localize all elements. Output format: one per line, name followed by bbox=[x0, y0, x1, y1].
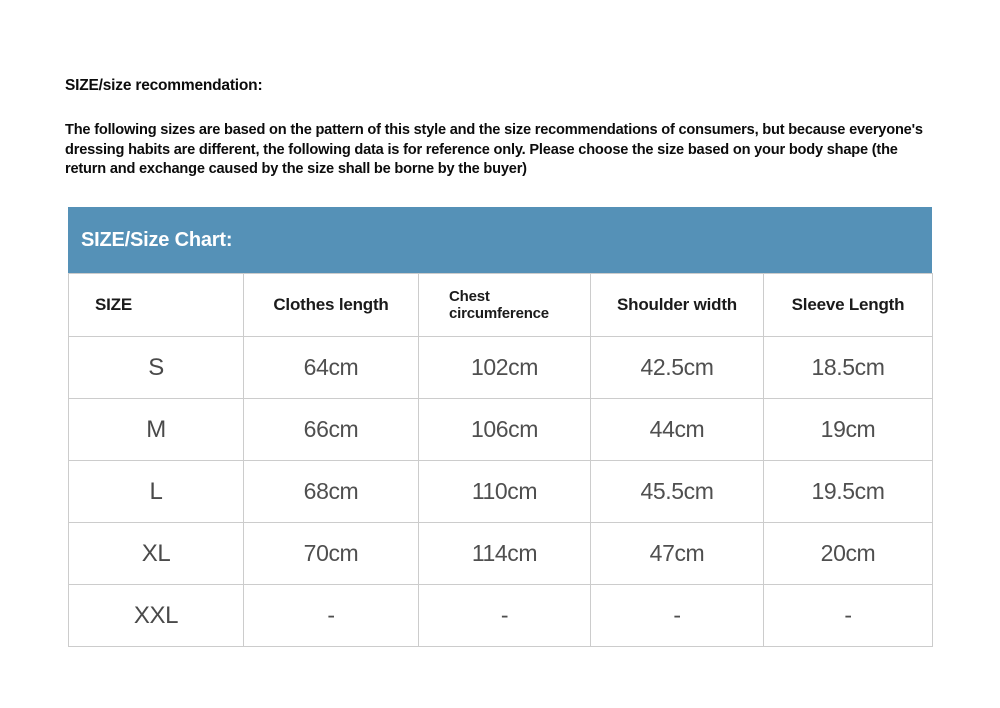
table-row-xl bbox=[69, 523, 933, 585]
intro-paragraph: The following sizes are based on the pattern of this style and the size recommendations of consumers, but because everyone's dressing habits are different, the following data is for reference only. Please choose the size based on your body shape (the return and exchange caused by the size shall be borne by the buyer) bbox=[65, 122, 923, 177]
column-header-shoulder-width: Shoulder width bbox=[591, 274, 764, 337]
table-row-s bbox=[69, 337, 933, 399]
size-label: S bbox=[69, 337, 244, 399]
column-header-chest: Chest circumference bbox=[419, 274, 591, 337]
sleeve-length-value: 19cm bbox=[764, 399, 933, 461]
shoulder-width-value: - bbox=[591, 585, 764, 647]
shoulder-width-value: 42.5cm bbox=[591, 337, 764, 399]
chest-value: 110cm bbox=[419, 461, 591, 523]
size-label: XXL bbox=[69, 585, 244, 647]
size-chart-table bbox=[68, 273, 933, 647]
size-chart-banner-title: SIZE/Size Chart: bbox=[81, 228, 233, 251]
table-body bbox=[69, 337, 933, 647]
table-row-l bbox=[69, 461, 933, 523]
table-row-xxl bbox=[69, 585, 933, 647]
shoulder-width-value: 44cm bbox=[591, 399, 764, 461]
column-header-size: SIZE bbox=[69, 274, 244, 337]
table-row-m bbox=[69, 399, 933, 461]
size-chart-banner bbox=[68, 207, 932, 273]
size-label: L bbox=[69, 461, 244, 523]
clothes-length-value: 64cm bbox=[244, 337, 419, 399]
page-title: SIZE/size recommendation: bbox=[65, 77, 263, 94]
clothes-length-value: 70cm bbox=[244, 523, 419, 585]
sleeve-length-value: 18.5cm bbox=[764, 337, 933, 399]
size-label: XL bbox=[69, 523, 244, 585]
size-label: M bbox=[69, 399, 244, 461]
chest-value: - bbox=[419, 585, 591, 647]
clothes-length-value: 66cm bbox=[244, 399, 419, 461]
sleeve-length-value: 19.5cm bbox=[764, 461, 933, 523]
column-header-clothes-length: Clothes length bbox=[244, 274, 419, 337]
chest-value: 102cm bbox=[419, 337, 591, 399]
chest-value: 106cm bbox=[419, 399, 591, 461]
shoulder-width-value: 47cm bbox=[591, 523, 764, 585]
clothes-length-value: - bbox=[244, 585, 419, 647]
column-header-sleeve-length: Sleeve Length bbox=[764, 274, 933, 337]
sleeve-length-value: - bbox=[764, 585, 933, 647]
shoulder-width-value: 45.5cm bbox=[591, 461, 764, 523]
chest-value: 114cm bbox=[419, 523, 591, 585]
header-row bbox=[69, 274, 933, 337]
table-header bbox=[69, 274, 933, 337]
clothes-length-value: 68cm bbox=[244, 461, 419, 523]
sleeve-length-value: 20cm bbox=[764, 523, 933, 585]
